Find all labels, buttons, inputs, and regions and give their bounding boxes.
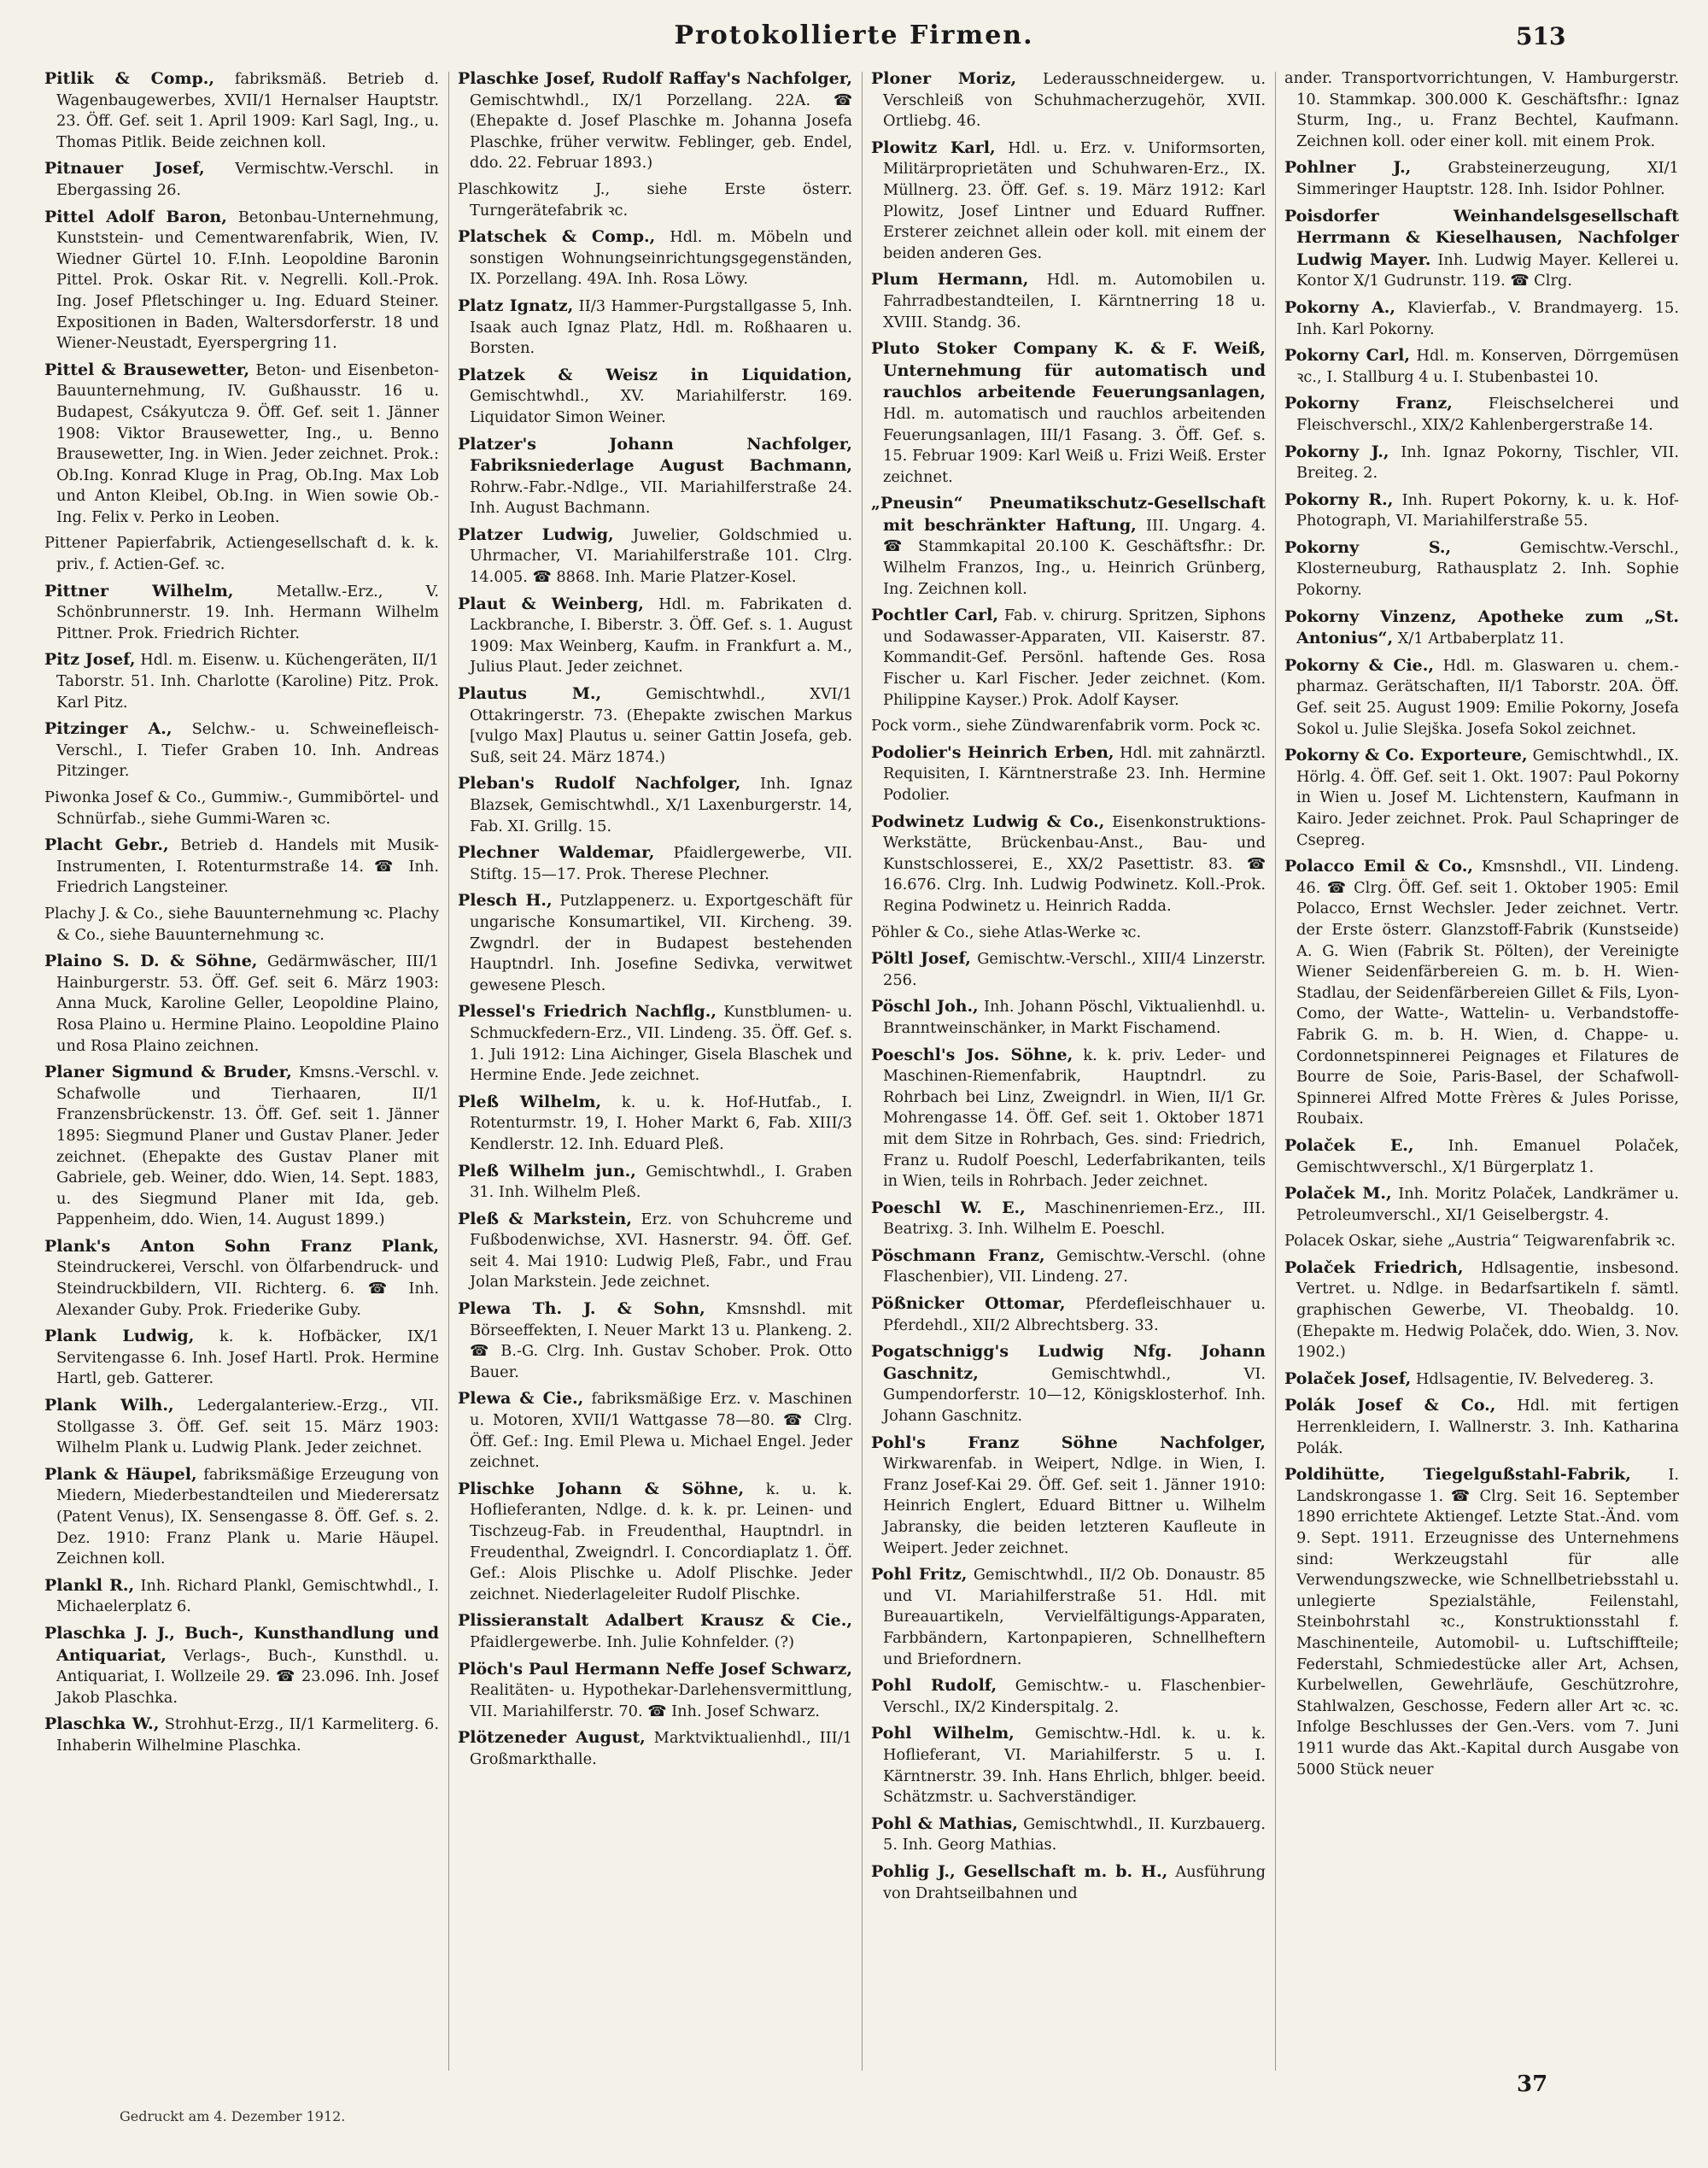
firm-name: Polaček M., bbox=[1284, 1184, 1392, 1204]
entry-details: Ledergalanteriew.-Erzg., VII. Stollgasse 3. Öff. Gef. seit 15. März 1903: Wilhelm Plank u. Ludwig Plank. Jeder zeichnet. bbox=[56, 1397, 439, 1457]
entry-details: III. Ungarg. 4. ☎ Stammkapital 20.100 K. Geschäftsfhr.: Dr. Wilhelm Franzos, Ing., u. Heinrich Grünberg, Ing. Zeichnen koll. bbox=[883, 516, 1266, 598]
entry-details: Hdl. u. Erz. v. Uniformsorten, Militärproprietäten und Schuhwaren-Erz., IX. Müllnerg. 23. Öff. Gef. s. 19. März 1912: Karl Plowitz, Josef Lintner und Eduard Ruffner. Ersterer zeichnet allein oder koll. mit einem der beiden anderen Ges. bbox=[883, 138, 1266, 262]
firm-name: Plessel's Friedrich Nachflg., bbox=[458, 1002, 717, 1022]
entry-details: Gemischtw.-Verschl., Klosterneuburg, Rathausplatz 2. Inh. Sophie Pokorny. bbox=[1296, 538, 1679, 600]
entry-details: Plaschkowitz J., siehe Erste österr. Turngerätefabrik ꝛc. bbox=[458, 179, 852, 220]
firm-name: Pokorny & Co. Exporteure, bbox=[1284, 746, 1528, 765]
entry-details: Gemischtwhdl., I. Graben 31. Inh. Wilhelm Pleß. bbox=[470, 1162, 852, 1202]
directory-entry bbox=[44, 1714, 439, 1756]
directory-entry bbox=[44, 1395, 439, 1459]
firm-name: Plum Hermann, bbox=[871, 270, 1029, 290]
directory-entry bbox=[1284, 1135, 1679, 1178]
column-3 bbox=[871, 68, 1266, 2084]
entry-details: Kunstblumen- u. Schmuckfedern-Erz., VII. Lindeng. 35. Öff. Gef. s. 1. Juli 1912: Lina Aichinger, Gisela Blaschek und Hermine Ende. Jede zeichnet. bbox=[470, 1003, 852, 1085]
entry-details: Gedärmwäscher, III/1 Hainburgerstr. 53. Öff. Gef. seit 6. März 1903: Anna Muck, Karoline Geller, Leopoldine Plaino, Rosa Plaino u. Hermine Plaino. Leopoldine Plaino und Rosa Plaino zeichnen. bbox=[56, 952, 439, 1055]
directory-entry bbox=[458, 1092, 852, 1156]
directory-entry bbox=[458, 683, 852, 768]
entry-details: Gemischtw.-Hdl. k. u. k. Hoflieferant, VI. Mariahilferstr. 5 u. I. Kärntnerstr. 39. Inh. Hans Ehrlich, bhlger. beeid. Schätzmstr. u. Sachverständiger. bbox=[883, 1725, 1266, 1807]
entry-details: Inh. Rupert Pokorny, k. u. k. Hof-Photograph, VI. Mariahilferstraße 55. bbox=[1296, 490, 1679, 530]
directory-entry bbox=[871, 1198, 1266, 1240]
directory-entry bbox=[871, 923, 1266, 944]
entry-details: Gemischtwhdl., XV. Mariahilferstr. 169. Liquidator Simon Weiner. bbox=[470, 387, 852, 426]
directory-entry bbox=[871, 138, 1266, 265]
entry-details: Pöhler & Co., siehe Atlas-Werke ꝛc. bbox=[871, 923, 1142, 941]
directory-entry bbox=[1284, 1464, 1679, 1780]
running-title: Protokollierte Firmen. bbox=[674, 21, 1034, 50]
entry-details: Plachy J. & Co., siehe Bauunternehmung ꝛc. Plachy & Co., siehe Bauunternehmung ꝛc. bbox=[44, 904, 439, 944]
firm-name: Pohl & Mathias, bbox=[871, 1814, 1018, 1833]
entry-details: k. k. Hofbäcker, IX/1 Servitengasse 6. Inh. Josef Hartl. Prok. Hermine Hartl, geb. Gatterer. bbox=[56, 1327, 439, 1388]
firm-name: Polacco Emil & Co., bbox=[1284, 857, 1473, 876]
entry-details: Inh. Moritz Polaček, Landkrämer u. Petroleumverschl., XI/1 Geiselbergstr. 4. bbox=[1296, 1185, 1679, 1224]
column-divider bbox=[448, 72, 449, 2071]
directory-entry bbox=[458, 434, 852, 519]
entry-details: Pock vorm., siehe Zündwarenfabrik vorm. Pock ꝛc. bbox=[871, 717, 1261, 735]
firm-name: Pohlner J., bbox=[1284, 158, 1412, 178]
firm-name: Pitzinger A., bbox=[44, 719, 173, 739]
entry-details: Putzlappenerz. u. Exportgeschäft für ungarische Konsumartikel, VII. Kircheng. 39. Zwgndrl. der in Budapest bestehenden Hauptndrl. Inh. Josefine Sedivka, verwitwet gewesene Plesch. bbox=[470, 892, 852, 994]
firm-name: Planer Sigmund & Bruder, bbox=[44, 1063, 292, 1082]
directory-entry bbox=[44, 1575, 439, 1618]
directory-entry bbox=[44, 207, 439, 354]
directory-entry bbox=[1284, 393, 1679, 436]
firm-name: Pohl's Franz Söhne Nachfolger, bbox=[871, 1433, 1266, 1452]
directory-entry bbox=[458, 68, 852, 174]
directory-entry bbox=[44, 951, 439, 1057]
entry-details: Pfaidlergewerbe. Inh. Julie Kohnfelder. (?) bbox=[470, 1632, 795, 1651]
entry-details: Gemischtwhdl., II. Kurzbauerg. 5. Inh. Georg Mathias. bbox=[883, 1814, 1266, 1855]
directory-entry bbox=[458, 773, 852, 837]
firm-name: Plewa & Cie., bbox=[458, 1389, 584, 1409]
entry-details: k. u. k. Hoflieferanten, Ndlge. d. k. k. pr. Leinen- und Tischzeug-Fab. in Freudenthal, Hauptndrl. in Freudenthal, Zweigndrl. I. Concordiaplatz 1. Öff. Gef.: Alois Plischke u. Adolf Plischke. Jeder zeichnet. Niederlageleiter Rudolf Plischke. bbox=[470, 1480, 852, 1603]
entry-details: X/1 Artbaberplatz 11. bbox=[1397, 630, 1565, 648]
directory-entry bbox=[44, 68, 439, 153]
directory-entry bbox=[871, 338, 1266, 488]
entry-details: Pittener Papierfabrik, Actiengesellschaft d. k. k. priv., f. Actien-Gef. ꝛc. bbox=[44, 534, 439, 574]
entry-details: ander. Transportvorrichtungen, V. Hamburgerstr. 10. Stammkap. 300.000 K. Geschäftsfhr.: Ignaz Sturm, Ing., u. Franz Bechtel, Kaufmann. Zeichnen koll. oder einer koll. mit einem Prok. bbox=[1284, 69, 1679, 150]
firm-name: Platzer Ludwig, bbox=[458, 524, 614, 544]
directory-entry bbox=[1284, 537, 1679, 601]
directory-entry bbox=[871, 493, 1266, 600]
firm-name: Polaček E., bbox=[1284, 1135, 1414, 1155]
firm-name: Plesch H., bbox=[458, 891, 553, 911]
directory-entry bbox=[871, 605, 1266, 711]
firm-name: Plaschke Josef, Rudolf Raffay's Nachfolger, bbox=[458, 69, 852, 88]
entry-details: II/3 Hammer-Purgstallgasse 5, Inh. Isaak auch Ignaz Platz, Hdl. m. Roßhaaren u. Borsten. bbox=[470, 296, 852, 358]
entry-details: Polacek Oskar, siehe „Austria“ Teigwarenfabrik ꝛc. bbox=[1284, 1232, 1676, 1251]
firm-name: Placht Gebr., bbox=[44, 835, 169, 855]
entry-details: Vermischtw.-Verschl. in Ebergassing 26. bbox=[56, 160, 439, 199]
firm-name: Pohlig J., Gesellschaft m. b. H., bbox=[871, 1861, 1168, 1881]
directory-entry bbox=[1284, 1368, 1679, 1391]
firm-name: Pitlik & Comp., bbox=[44, 69, 215, 88]
firm-name: Pokorny R., bbox=[1284, 489, 1394, 509]
column-2 bbox=[458, 68, 852, 2084]
firm-name: Plötzeneder August, bbox=[458, 1728, 646, 1748]
firm-name: Pluto Stoker Company K. & F. Weiß, Unternehmung für automatisch und rauchlos arbeitende Feuerungsanlagen, bbox=[871, 339, 1266, 402]
directory-entry bbox=[458, 524, 852, 589]
print-date: Gedruckt am 4. Dezember 1912. bbox=[120, 2108, 346, 2124]
entry-details: Pferdefleischhauer u. Pferdehdl., XII/2 Albrechtsberg. 33. bbox=[883, 1295, 1266, 1334]
directory-entry bbox=[44, 718, 439, 782]
directory-entry bbox=[1284, 68, 1679, 152]
firm-name: Platzer's Johann Nachfolger, Fabriksniederlage August Bachmann, bbox=[458, 434, 852, 476]
entry-details: Strohhut-Erzg., II/1 Karmeliterg. 6. Inhaberin Wilhelmine Plaschka. bbox=[56, 1715, 439, 1755]
entry-details: Juwelier, Goldschmied u. Uhrmacher, VI. Mariahilferstraße 101. Clrg. 14.005. ☎ 8868. Inh. Marie Platzer-Kosel. bbox=[470, 525, 852, 587]
firm-name: Plaut & Weinberg, bbox=[458, 594, 644, 613]
entry-details: fabriksmäß. Betrieb d. Wagenbaugewerbes, XVII/1 Hernalser Hauptstr. 23. Öff. Gef. seit 1. April 1909: Karl Sagl, Ing., u. Thomas Pitlik. Beide zeichnen koll. bbox=[56, 70, 439, 151]
firm-name: Plaino S. D. & Söhne, bbox=[44, 952, 258, 971]
firm-name: Plank & Häupel, bbox=[44, 1464, 197, 1484]
entry-details: Inh. Emanuel Polaček, Gemischtwverschl., X/1 Bürgerplatz 1. bbox=[1296, 1136, 1679, 1176]
firm-name: Pittel & Brausewetter, bbox=[44, 360, 250, 379]
directory-entry bbox=[871, 1675, 1266, 1718]
directory-entry bbox=[871, 1245, 1266, 1288]
directory-entry bbox=[458, 594, 852, 678]
firm-name: Pokorny Vinzenz, Apotheke zum „St. Antonius“, bbox=[1284, 606, 1679, 648]
entry-details: Gemischtwhdl., VI. Gumpendorferstr. 10—12, Königsklosterhof. Inh. Johann Gaschnitz. bbox=[883, 1364, 1266, 1426]
directory-entry bbox=[458, 1610, 852, 1653]
entry-details: Hdl. m. Möbeln und sonstigen Wohnungseinrichtungsgegenständen, IX. Porzellang. 49A. Inh. Rosa Löwy. bbox=[470, 228, 852, 289]
directory-entry bbox=[871, 948, 1266, 991]
firm-name: Plechner Waldemar, bbox=[458, 843, 655, 863]
entry-details: Lederausschneidergew. u. Verschleiß von Schuhmacherzugehör, XVII. Ortliebg. 46. bbox=[883, 70, 1266, 131]
directory-entry bbox=[44, 533, 439, 575]
directory-entry bbox=[871, 1861, 1266, 1904]
entry-details: Inh. Richard Plankl, Gemischtwhdl., I. Michaelerplatz 6. bbox=[56, 1576, 439, 1616]
firm-name: Poldihütte, Tiegelgußstahl-Fabrik, bbox=[1284, 1465, 1631, 1485]
directory-entry bbox=[458, 1727, 852, 1770]
directory-entry bbox=[1284, 606, 1679, 650]
firm-name: Pitz Josef, bbox=[44, 650, 136, 670]
entry-details: Piwonka Josef & Co., Gummiw.-, Gummibörtel- und Schnürfab., siehe Gummi-Waren ꝛc. bbox=[44, 788, 439, 828]
entry-details: Steindruckerei, Verschl. von Ölfarbendruck- und Steindruckbildern, VII. Richterg. 6. ☎ Inh. Alexander Guby. Prok. Friederike Guby. bbox=[56, 1258, 439, 1319]
firm-name: Platzek & Weisz in Liquidation, bbox=[458, 365, 852, 384]
directory-entry bbox=[871, 1045, 1266, 1192]
directory-entry bbox=[44, 904, 439, 946]
directory-entry bbox=[458, 296, 852, 360]
directory-entry bbox=[458, 842, 852, 885]
firm-name: Plaschka J. J., Buch-, Kunsthandlung und Antiquariat, bbox=[44, 1623, 439, 1665]
directory-entry bbox=[871, 742, 1266, 806]
directory-entry bbox=[871, 1723, 1266, 1808]
firm-name: Plowitz Karl, bbox=[871, 138, 996, 157]
firm-name: Pleban's Rudolf Nachfolger, bbox=[458, 774, 741, 794]
directory-entry bbox=[1284, 1231, 1679, 1252]
entry-details: Eisenkonstruktions-Werkstätte, Brückenbau-Anst., Bau- und Kunstschlosserei, E., XX/2 Pasettistr. 83. ☎ 16.676. Clrg. Inh. Ludwig Podwinetz. Koll.-Prok. Regina Podwinetz u. Heinrich Radda. bbox=[883, 812, 1266, 915]
directory-entry bbox=[458, 365, 852, 429]
directory-entry bbox=[458, 179, 852, 221]
columns-area bbox=[44, 68, 1679, 2084]
firm-name: Pößnicker Ottomar, bbox=[871, 1294, 1066, 1314]
directory-entry bbox=[871, 716, 1266, 737]
entry-details: Inh. Ignaz Blazsek, Gemischtwhdl., X/1 Laxenburgerstr. 14, Fab. XI. Grillg. 15. bbox=[470, 775, 852, 835]
directory-entry bbox=[1284, 856, 1679, 1130]
directory-entry bbox=[1284, 1395, 1679, 1459]
firm-name: Plewa Th. J. & Sohn, bbox=[458, 1299, 705, 1319]
firm-name: Pittel Adolf Baron, bbox=[44, 207, 227, 226]
entry-details: Selchw.- u. Schweinefleisch-Verschl., I. Tiefer Graben 10. Inh. Andreas Pitzinger. bbox=[56, 720, 439, 781]
directory-entry bbox=[871, 812, 1266, 917]
directory-entry bbox=[458, 1161, 852, 1204]
firm-name: Plaschka W., bbox=[44, 1714, 160, 1734]
entry-details: Klavierfab., V. Brandmayerg. 15. Inh. Karl Pokorny. bbox=[1296, 298, 1679, 338]
entry-details: k. k. priv. Leder- und Maschinen-Riemenfabrik, Hauptndrl. zu Rohrbach bei Linz, Zweigndrl. in Wien, II/1 Gr. Mohrengasse 14. Öff. Gef. seit 1. Oktober 1871 mit dem Sitze in Rohrbach, Ges. sind: Friedrich, Franz u. Rudolf Poeschl, Lederfabrikanten, teils in Wien, teils in Rohrbach. Jeder zeichnet. bbox=[883, 1046, 1266, 1191]
entry-details: Hdl. m. Konserven, Dörrgemüsen ꝛc., I. Stallburg 4 u. I. Stubenbastei 10. bbox=[1296, 347, 1679, 386]
firm-name: Plöch's Paul Hermann Neffe Josef Schwarz, bbox=[458, 1659, 852, 1679]
firm-name: Platschek & Comp., bbox=[458, 227, 656, 247]
firm-name: Pokorny J., bbox=[1284, 442, 1389, 461]
entry-details: Hdl. m. Eisenw. u. Küchengeräten, II/1 Taborstr. 51. Inh. Charlotte (Karoline) Pitz. Prok. Karl Pitz. bbox=[56, 651, 439, 712]
firm-name: Pochtler Carl, bbox=[871, 606, 998, 625]
column-divider bbox=[1275, 72, 1276, 2071]
entry-details: Kmsns.-Verschl. v. Schafwolle und Tierhaaren, II/1 Franzensbrückenstr. 13. Öff. Gef. seit 1. Jänner 1895: Siegmund Planer und Gustav Planer. Jeder zeichnet. (Ehepakte des Gustav Planer mit Gabriele, geb. Weiner, ddo. Wien, 14. Sept. 1883, u. des Siegmund Planer mit Ida, geb. Pappenheim, ddo. Wien, 14. August 1899.) bbox=[56, 1063, 439, 1229]
entry-details: Hdlsagentie, IV. Belvedereg. 3. bbox=[1415, 1369, 1654, 1388]
directory-entry bbox=[44, 788, 439, 829]
entry-details: Hdl. mit fertigen Herrenkleidern, I. Wallnerstr. 3. Inh. Katharina Polák. bbox=[1296, 1397, 1679, 1457]
directory-entry bbox=[1284, 1183, 1679, 1226]
firm-name: Pokorny Carl, bbox=[1284, 346, 1410, 366]
entry-details: Fleischselcherei und Fleischverschl., XIX/2 Kahlenbergerstraße 14. bbox=[1296, 395, 1679, 434]
entry-details: Grabsteinerzeugung, XI/1 Simmeringer Hauptstr. 128. Inh. Isidor Pohlner. bbox=[1296, 159, 1679, 198]
directory-entry bbox=[871, 1433, 1266, 1560]
directory-entry bbox=[1284, 489, 1679, 532]
firm-name: Pohl Wilhelm, bbox=[871, 1724, 1015, 1743]
directory-entry bbox=[1284, 206, 1679, 292]
directory-entry bbox=[44, 158, 439, 201]
entry-details: Hdl. mit zahnärztl. Requisiten, I. Kärntnerstraße 23. Inh. Hermine Podolier. bbox=[883, 743, 1266, 804]
entry-details: fabriksmäßige Erz. v. Maschinen u. Motoren, XVII/1 Wattgasse 78—80. ☎ Clrg. Öff. Gef.: Ing. Emil Plewa u. Michael Engel. Jeder zeichnet. bbox=[470, 1390, 852, 1472]
directory-entry bbox=[458, 1388, 852, 1473]
firm-name: Pöltl Josef, bbox=[871, 949, 971, 969]
entry-details: Beton- und Eisenbeton-Bauunternehmung, IV. Gußhausstr. 16 u. Budapest, Csákyutcza 9. Öff. Gef. seit 1. Jänner 1908: Viktor Brausewetter, Ing., u. Benno Brausewetter, Ing. in Wien. Jeder zeichnet. Prok.: Ob.Ing. Konrad Kluge in Prag, Ob.Ing. Max Lob und Anton Kleibel, Ob.Ing. in Wien sowie Ob.-Ing. Felix v. Perko in Leoben. bbox=[56, 360, 439, 526]
entry-details: Hdl. m. Glaswaren u. chem.-pharmaz. Gerätschaften, II/1 Taborstr. 20A. Öff. Gef. seit 25. August 1909: Emilie Pokorny, Josefa Sokol u. Julie Slejška. Josefa Sokol zeichnet. bbox=[1296, 656, 1679, 738]
firm-name: Pleß Wilhelm, bbox=[458, 1092, 602, 1111]
entry-details: Hdl. m. Fabrikaten d. Lackbranche, I. Biberstr. 3. Öff. Gef. s. 1. August 1909: Max Weinberg, Kaufm. in Frankfurt a. M., Julius Plaut. Jeder zeichnet. bbox=[470, 595, 852, 677]
directory-entry bbox=[1284, 297, 1679, 340]
entry-details: Betonbau-Unternehmung, Kunststein- und Cementwarenfabrik, Wien, IV. Wiedner Gürtel 10. F.Inh. Leopoldine Baronin Pittel. Prok. Oskar Rit. v. Negrelli. Koll.-Prok. Ing. Josef Pfletschinger u. Ing. Eduard Steiner. Expositionen in Baden, Waltersdorferstr. 18 und Wiener-Neustadt, Eyerspergring 11. bbox=[56, 208, 439, 353]
directory-entry bbox=[871, 1293, 1266, 1336]
column-divider bbox=[862, 72, 863, 2071]
firm-name: Pleß Wilhelm jun., bbox=[458, 1161, 636, 1181]
entry-details: Gemischtwhdl., IX/1 Porzellang. 22A. ☎ (Ehepakte d. Josef Plaschke m. Johanna Josefa Plaschke, früher verwitw. Feblinger, geb. Endel, ddo. 22. Februar 1893.) bbox=[470, 91, 852, 173]
entry-details: Inh. Ludwig Mayer. Kellerei u. Kontor X/1 Gudrunstr. 119. ☎ Clrg. bbox=[1296, 250, 1679, 290]
directory-entry bbox=[871, 996, 1266, 1039]
entry-details: Gemischtw.- u. Flaschenbier-Verschl., IX/2 Kinderspitalg. 2. bbox=[883, 1677, 1266, 1716]
firm-name: Plank Wilh., bbox=[44, 1396, 174, 1415]
firm-name: Plankl R., bbox=[44, 1575, 135, 1595]
firm-name: Plischke Johann & Söhne, bbox=[458, 1479, 745, 1498]
entry-details: Gemischtwhdl., XVI/1 Ottakringerstr. 73. (Ehepakte zwischen Markus [vulgo Max] Plautus u. seiner Gattin Josefa, geb. Suß, seit 24. März 1874.) bbox=[470, 685, 852, 766]
directory-entry bbox=[1284, 655, 1679, 740]
directory-entry bbox=[458, 1298, 852, 1383]
entry-details: Realitäten- u. Hypothekar-Darlehensvermittlung, VII. Mariahilferstr. 70. ☎ Inh. Josef Schwarz. bbox=[470, 1681, 852, 1720]
firm-name: Pöschl Joh., bbox=[871, 997, 979, 1017]
firm-name: Pleß & Markstein, bbox=[458, 1209, 632, 1228]
firm-name: Poeschl W. E., bbox=[871, 1198, 1026, 1217]
entry-details: Hdl. m. automatisch und rauchlos arbeitenden Feuerungsanlagen, III/1 Fasang. 3. Öff. Gef. s. 15. Februar 1909: Karl Weiß u. Frizi Weiß. Erster zeichnet. bbox=[883, 404, 1266, 486]
sheet-number: 37 bbox=[1517, 2071, 1548, 2097]
directory-entry bbox=[44, 581, 439, 645]
firm-name: Pokorny Franz, bbox=[1284, 394, 1453, 413]
firm-name: Pokorny S., bbox=[1284, 537, 1452, 557]
firm-name: Platz Ignatz, bbox=[458, 296, 574, 315]
directory-entry bbox=[44, 835, 439, 899]
entry-details: Maschinenriemen-Erz., III. Beatrixg. 3. Inh. Wilhelm E. Poeschl. bbox=[883, 1198, 1266, 1239]
directory-entry bbox=[871, 68, 1266, 132]
directory-entry bbox=[1284, 442, 1679, 484]
directory-entry bbox=[44, 649, 439, 713]
directory-entry bbox=[458, 1001, 852, 1086]
firm-name: Poeschl's Jos. Söhne, bbox=[871, 1045, 1073, 1064]
directory-entry bbox=[458, 226, 852, 290]
column-1 bbox=[44, 68, 439, 2084]
firm-name: Pöschmann Franz, bbox=[871, 1245, 1045, 1265]
directory-entry bbox=[44, 360, 439, 529]
directory-entry bbox=[871, 1341, 1266, 1427]
entry-details: Hdl. m. Automobilen u. Fahrradbestandteilen, I. Kärntnerring 18 u. XVIII. Standg. 36. bbox=[883, 271, 1266, 331]
directory-entry bbox=[871, 1564, 1266, 1670]
directory-entry bbox=[1284, 745, 1679, 851]
entry-details: Inh. Ignaz Pokorny, Tischler, VII. Breiteg. 2. bbox=[1296, 442, 1679, 483]
entry-details: Metallw.-Erz., V. Schönbrunnerstr. 19. Inh. Hermann Wilhelm Pittner. Prok. Friedrich Richter. bbox=[56, 582, 439, 642]
directory-entry bbox=[44, 1236, 439, 1321]
column-4 bbox=[1284, 68, 1679, 2084]
page-number: 513 bbox=[1516, 22, 1566, 50]
entry-details: Erz. von Schuhcreme und Fußbodenwichse, XVI. Hasnerstr. 94. Öff. Gef. seit 4. Mai 1910: Ludwig Pleß, Fabr., und Frau Jolan Markstein. Jede zeichnet. bbox=[470, 1210, 852, 1292]
firm-name: Poisdorfer Weinhandelsgesellschaft Herrmann & Kieselhausen, Nachfolger Ludwig Mayer. bbox=[1284, 206, 1679, 269]
firm-name: Pokorny & Cie., bbox=[1284, 655, 1434, 675]
directory-entry bbox=[458, 890, 852, 996]
firm-name: „Pneusin“ Pneumatikschutz-Gesellschaft mit beschränkter Haftung, bbox=[871, 494, 1266, 535]
firm-name: Pitnauer Josef, bbox=[44, 159, 205, 179]
entry-details: Ausführung von Drahtseilbahnen und bbox=[883, 1862, 1266, 1902]
directory-entry bbox=[871, 269, 1266, 333]
directory-entry bbox=[1284, 345, 1679, 388]
entry-details: Betrieb d. Handels mit Musik-Instrumenten, I. Rotenturmstraße 14. ☎ Inh. Friedrich Langsteiner. bbox=[56, 836, 439, 897]
firm-name: Ploner Moriz, bbox=[871, 69, 1017, 88]
directory-entry bbox=[1284, 157, 1679, 200]
firm-name: Plissieranstalt Adalbert Krausz & Cie., bbox=[458, 1611, 852, 1631]
firm-name: Pohl Fritz, bbox=[871, 1565, 968, 1585]
directory-entry bbox=[1284, 1257, 1679, 1363]
firm-name: Pogatschnigg's Ludwig Nfg. Johann Gaschnitz, bbox=[871, 1342, 1266, 1383]
entry-details: I. Landskrongasse 1. ☎ Clrg. Seit 16. September 1890 errichtete Aktiengef. Letzte Stat.-Änd. vom 9. Sept. 1911. Erzeugnisse des Unternehmens sind: Werkzeugstahl für alle Verwendungszwecke, wie Schnellbetriebsstahl u. unlegierte Spezialstähle, Feilenstahl, Steinbohrstahl ꝛc., Konstruktionsstahl f. Maschinenteile, Automobil- u. Luftschiffteile; Federstahl, Schmiedestücke aller Art, Achsen, Kurbelwellen, Gewehrläufe, Geschützrohre, Stahlwalzen, Geschosse, Federn aller Art ꝛc. ꝛc. Infolge Beschlusses der Gen.-Vers. vom 7. Juni 1911 wurde das Akt.-Kapital durch Ausgabe von 5000 Stück neuer bbox=[1296, 1466, 1679, 1778]
firm-name: Podolier's Heinrich Erben, bbox=[871, 742, 1114, 762]
directory-entry bbox=[458, 1479, 852, 1606]
entry-details: Rohrw.-Fabr.-Ndlge., VII. Mariahilferstraße 24. Inh. August Bachmann. bbox=[470, 478, 852, 518]
entry-details: Wirkwarenfab. in Weipert, Ndlge. in Wien, I. Franz Josef-Kai 29. Öff. Gef. seit 1. Jänner 1910: Heinrich Englert, Eduard Bittner u. Wilhelm Jabransky, die beiden letzteren Kaufleute in Weipert. Jeder zeichnet. bbox=[883, 1455, 1266, 1557]
entry-details: Gemischtwhdl., IX. Hörlg. 4. Öff. Gef. seit 1. Okt. 1907: Paul Pokorny in Wien u. Josef M. Lichtenstern, Kaufmann in Kairo. Jeder zeichnet. Prok. Paul Schapringer de Csepreg. bbox=[1296, 747, 1679, 849]
directory-entry bbox=[458, 1209, 852, 1293]
entry-details: Gemischtwhdl., II/2 Ob. Donaustr. 85 und VI. Mariahilferstraße 51. Hdl. mit Bureauartikeln, Vervielfältigungs-Apparaten, Farbbändern, Kartonpapieren, Schnellheftern und Briefordnern. bbox=[883, 1566, 1266, 1668]
firm-name: Polaček Josef, bbox=[1284, 1368, 1412, 1388]
firm-name: Polák Josef & Co., bbox=[1284, 1396, 1496, 1415]
firm-name: Polaček Friedrich, bbox=[1284, 1257, 1464, 1277]
firm-name: Plautus M., bbox=[458, 684, 602, 704]
entry-details: Gemischtw.-Verschl. (ohne Flaschenbier), VII. Lindeng. 27. bbox=[883, 1246, 1266, 1286]
entry-details: Verlags-, Buch-, Kunsthdl. u. Antiquariat, I. Wollzeile 29. ☎ 23.096. Inh. Josef Jakob Plaschka. bbox=[56, 1646, 439, 1707]
entry-details: Pfaidlergewerbe, VII. Stiftg. 15—17. Prok. Therese Plechner. bbox=[470, 844, 852, 883]
firm-name: Plank's Anton Sohn Franz Plank, bbox=[44, 1236, 439, 1256]
directory-entry bbox=[871, 1814, 1266, 1856]
entry-details: Fab. v. chirurg. Spritzen, Siphons und Sodawasser-Apparaten, VII. Kaiserstr. 87. Kommandit-Gef. Persönl. haftende Ges. Rosa Fischer u. Karl Fischer. Jeder zeichnet. (Kom. Philippine Kayser.) Prok. Adolf Kayser. bbox=[883, 606, 1266, 709]
entry-details: Inh. Johann Pöschl, Viktualienhdl. u. Branntweinschänker, in Markt Fischamend. bbox=[883, 998, 1266, 1037]
directory-entry bbox=[44, 1623, 439, 1708]
entry-details: Gemischtw.-Verschl., XIII/4 Linzerstr. 256. bbox=[883, 950, 1266, 989]
directory-entry bbox=[44, 1464, 439, 1570]
entry-details: Kmsnshdl., VII. Lindeng. 46. ☎ Clrg. Öff. Gef. seit 1. Oktober 1905: Emil Polacco, Ernst Wechsler. Jeder zeichnet. Vertr. der Erste österr. Glanzstoff-Fabrik (Kunstseide) A. G. Wien (Fabrik St. Pölten), der Vereinigte Wiener Seidenfärbereien G. m. b. H. Wien-Stadlau, der Seidenfärbereien Gillet & Fils, Lyon-Como, der Watte-, Wattelin- u. Verbandstoffe-Fabrik G. m. b. H. Wien, d. Chappe- u. Cordonnetspinnerei Peignages et Filatures de Bourre de Soie, Paris-Basel, der Schafwoll-Spinnerei Alfred Motte Frères & Jules Porisse, Roubaix. bbox=[1296, 858, 1679, 1128]
firm-name: Pohl Rudolf, bbox=[871, 1676, 997, 1696]
directory-entry bbox=[458, 1659, 852, 1723]
entry-details: Hdlsagentie, insbesond. Vertret. u. Ndlge. in Bedarfsartikeln f. sämtl. graphischen Gewerbe, VI. Theobaldg. 10. (Ehepakte m. Hedwig Polaček, ddo. Wien, 3. Nov. 1902.) bbox=[1296, 1258, 1679, 1362]
entry-details: Kmsnshdl. mit Börseeffekten, I. Neuer Markt 13 u. Plankeng. 2. ☎ B.-G. Clrg. Inh. Gustav Schober. Prok. Otto Bauer. bbox=[470, 1300, 852, 1381]
firm-name: Pittner Wilhelm, bbox=[44, 581, 234, 601]
firm-name: Pokorny A., bbox=[1284, 297, 1395, 317]
entry-details: k. u. k. Hof-Hutfab., I. Rotenturmstr. 19, I. Hoher Markt 6, Fab. XIII/3 Kendlerstr. 12. Inh. Eduard Pleß. bbox=[470, 1093, 852, 1153]
directory-entry bbox=[44, 1326, 439, 1390]
directory-entry bbox=[44, 1062, 439, 1231]
firm-name: Plank Ludwig, bbox=[44, 1327, 195, 1346]
firm-name: Podwinetz Ludwig & Co., bbox=[871, 812, 1105, 831]
entry-details: fabriksmäßige Erzeugung von Miedern, Miederbestandteilen und Miederersatz (Patent Venus), IX. Sensengasse 8. Öff. Gef. s. 2. Dez. 1910: Franz Plank u. Marie Häupel. Zeichnen koll. bbox=[56, 1465, 439, 1568]
entry-details: Marktviktualienhdl., III/1 Großmarkthalle. bbox=[470, 1729, 852, 1768]
